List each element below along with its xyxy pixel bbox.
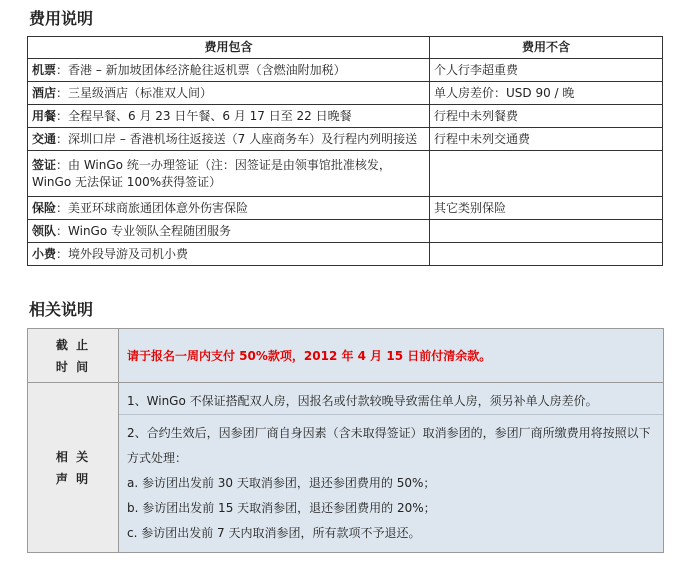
included-cell [28, 220, 430, 243]
statement-head-line2: 声 明 [55, 471, 91, 486]
fees-table [27, 36, 663, 266]
row-label: 用餐 [32, 108, 57, 123]
deadline-head-line1: 截 止 [55, 337, 91, 352]
included-cell [28, 82, 430, 105]
table-row [28, 243, 663, 266]
excluded-cell: 个人行李超重费 [430, 59, 663, 82]
notes-section-title: 相关说明 [29, 300, 94, 319]
statement-1: 1、WinGo 不保证搭配双人房，因报名或付款较晚导致需住单人房，须另补单人房差价。 [127, 394, 598, 408]
excluded-cell: 行程中未列餐费 [430, 105, 663, 128]
row-text: ：深圳口岸 – 香港机场往返接送（7 人座商务车）及行程内列明接送 [56, 131, 418, 146]
row-text: ：全程早餐、6 月 23 日午餐、6 月 17 日至 22 日晚餐 [56, 108, 352, 123]
fees-header-row [28, 37, 663, 59]
deadline-row [28, 329, 664, 383]
row-text-continued: WinGo 无法保证 100%获得签证） [32, 174, 222, 189]
fees-section-title: 费用说明 [29, 9, 94, 28]
included-cell [28, 128, 430, 151]
included-cell [28, 243, 430, 266]
statement-item-c: c. 参访团出发前 7 天内取消参团，所有款项不予退还。 [127, 526, 421, 540]
row-label: 机票 [32, 62, 57, 77]
table-row [28, 59, 663, 82]
statement-2-line1: 2、合约生效后，因参团厂商自身因素（含未取得签证）取消参团的，参团厂商所缴费用将按照以下 [127, 426, 651, 440]
statement-item-a: a. 参访团出发前 30 天取消参团，退还参团费用的 50%； [127, 476, 436, 490]
excluded-header: 费用不含 [430, 37, 663, 59]
statement-head [28, 383, 119, 553]
row-label: 小费 [32, 246, 57, 261]
included-cell [28, 105, 430, 128]
excluded-cell [430, 151, 663, 197]
statement-item-b: b. 参访团出发前 15 天取消参团，退还参团费用的 20%； [127, 501, 436, 515]
row-label: 签证 [32, 157, 57, 172]
table-row [28, 151, 663, 197]
row-label: 交通 [32, 131, 57, 146]
row-label: 酒店 [32, 85, 57, 100]
excluded-cell: 行程中未列交通费 [430, 128, 663, 151]
statement-row [28, 383, 664, 553]
deadline-head-line2: 时 间 [55, 359, 91, 374]
row-text: ：由 WinGo 统一办理签证（注：因签证是由领事馆批准核发， [56, 157, 391, 172]
row-text: ：美亚环球商旅通团体意外伤害保险 [56, 200, 249, 215]
included-header: 费用包含 [28, 37, 430, 59]
included-cell [28, 197, 430, 220]
table-row [28, 128, 663, 151]
row-text: ：香港 – 新加坡团体经济舱往返机票（含燃油附加税） [56, 62, 346, 77]
deadline-text: 请于报名一周内支付 50%款项，2012 年 4 月 15 日前付清余款。 [119, 329, 664, 383]
row-text: ：境外段导游及司机小费 [56, 246, 189, 261]
excluded-cell: 单人房差价：USD 90 / 晚 [430, 82, 663, 105]
row-label: 领队 [32, 223, 57, 238]
excluded-cell [430, 243, 663, 266]
table-row [28, 105, 663, 128]
table-row [28, 82, 663, 105]
statement-2-line2: 方式处理： [127, 451, 188, 465]
row-text: ：三星级酒店（标准双人间） [56, 85, 213, 100]
statement-head-line1: 相 关 [55, 449, 91, 464]
included-cell [28, 151, 430, 197]
deadline-head [28, 329, 119, 383]
table-row [28, 220, 663, 243]
row-text: ：WinGo 专业领队全程随团服务 [56, 223, 232, 238]
excluded-cell [430, 220, 663, 243]
table-row [28, 197, 663, 220]
row-label: 保险 [32, 200, 57, 215]
statement-body [119, 383, 664, 553]
notes-table [27, 328, 664, 553]
included-cell [28, 59, 430, 82]
excluded-cell: 其它类别保险 [430, 197, 663, 220]
